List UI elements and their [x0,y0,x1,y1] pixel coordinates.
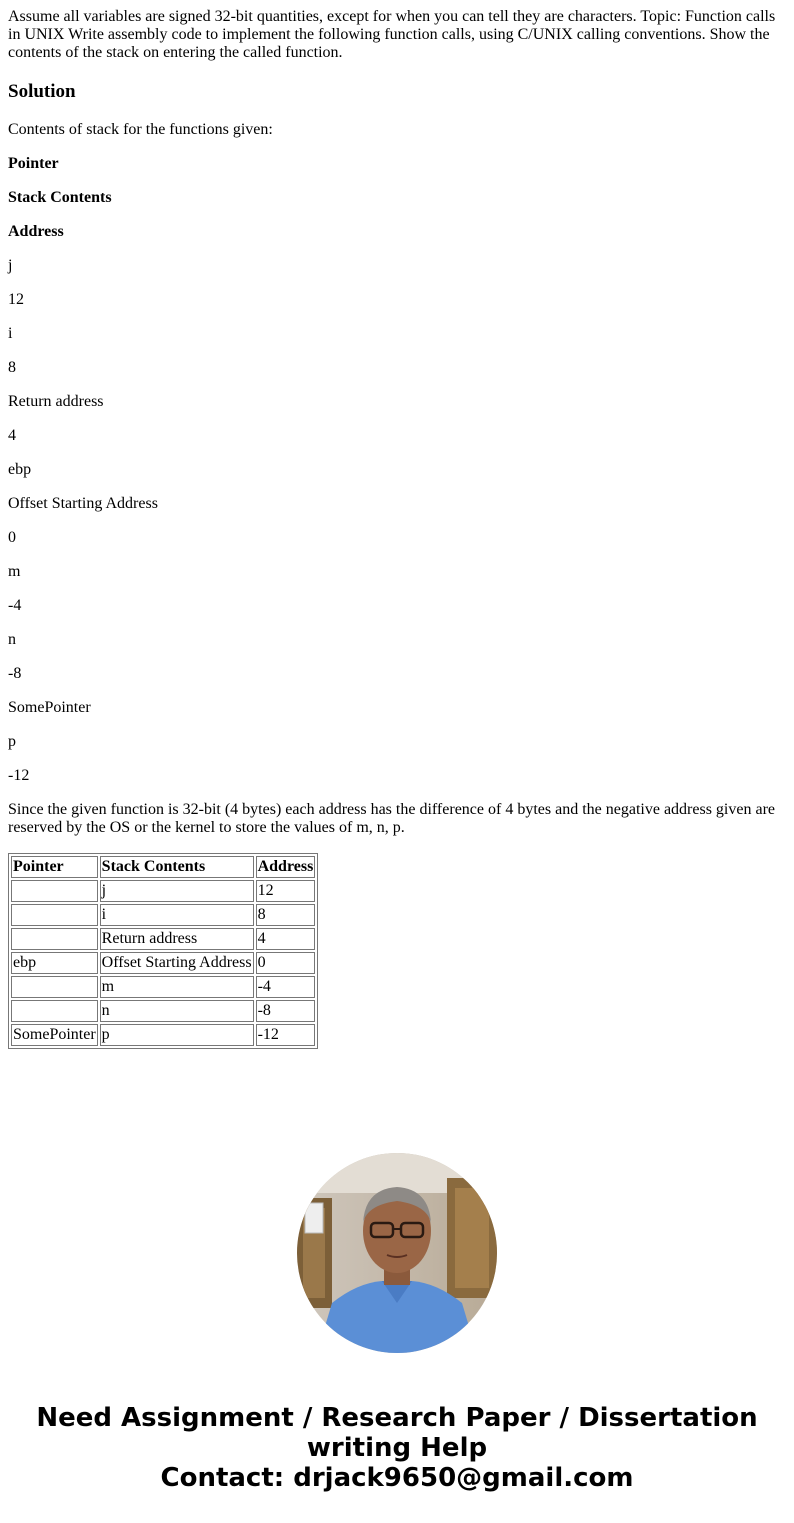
footer-line: writing Help [306,1433,488,1463]
question-text: Assume all variables are signed 32-bit quantities, except for when you can tell they are characters. Topic: Function calls in UNIX Write assembly code to implement the following function calls, using C/UNIX calling conventions. Show the contents of the stack on entering the called function. [8,8,776,61]
table-cell: n [100,1000,254,1022]
header-line: Pointer [8,155,59,172]
author-avatar [297,1153,497,1353]
table-cell: -4 [256,976,316,998]
plain-line: 12 [8,291,24,308]
table-cell: Offset Starting Address [100,952,254,974]
plain-line: -4 [8,597,22,614]
header-line: Stack Contents [8,189,112,206]
table-cell: 4 [256,928,316,950]
footer-contact: Contact: drjack9650@gmail.com [160,1463,634,1493]
table-cell: j [100,880,254,902]
plain-line: Return address [8,393,104,410]
plain-line: i [8,325,13,342]
table-row [11,928,315,950]
plain-line: Offset Starting Address [8,495,158,512]
table-cell [11,904,98,926]
plain-line: n [8,631,16,648]
table-header-cell: Address [256,856,316,878]
footer-line: Need Assignment / Research Paper / Dissertation [36,1403,758,1433]
explanation-text: Since the given function is 32-bit (4 bytes) each address has the difference of 4 bytes and the negative address given are reserved by the OS or the kernel to store the values of m, n, p. [8,801,775,836]
plain-line: -12 [8,767,30,784]
table-cell: SomePointer [11,1024,98,1046]
solution-heading: Solution [8,81,76,102]
table-cell: ebp [11,952,98,974]
table-cell: 0 [256,952,316,974]
table-cell: m [100,976,254,998]
table-cell: i [100,904,254,926]
header-line: Address [8,223,64,240]
plain-line: ebp [8,461,32,478]
table-cell [11,976,98,998]
plain-line: 0 [8,529,16,546]
plain-line: SomePointer [8,699,91,716]
table-cell: 12 [256,880,316,902]
table-cell [11,928,98,950]
plain-line: m [8,563,21,580]
table-row [11,1024,315,1046]
stack-table [8,853,318,1049]
table-row [11,1000,315,1022]
plain-line: -8 [8,665,22,682]
plain-line: 8 [8,359,16,376]
table-row [11,904,315,926]
table-cell: -8 [256,1000,316,1022]
plain-line: 4 [8,427,16,444]
table-row [11,976,315,998]
table-cell: Return address [100,928,254,950]
table-cell: p [100,1024,254,1046]
plain-line: j [8,257,13,274]
table-row [11,880,315,902]
table-cell: -12 [256,1024,316,1046]
table-header-row [11,856,315,878]
table-cell: 8 [256,904,316,926]
table-cell [11,1000,98,1022]
table-header-cell: Stack Contents [100,856,254,878]
table-row [11,952,315,974]
avatar-portrait [297,1153,497,1353]
table-cell [11,880,98,902]
intro-text: Contents of stack for the functions given: [8,121,273,138]
plain-line: p [8,733,16,750]
table-header-cell: Pointer [11,856,98,878]
footer-banner [0,1403,794,1493]
solution-lines [8,121,786,785]
